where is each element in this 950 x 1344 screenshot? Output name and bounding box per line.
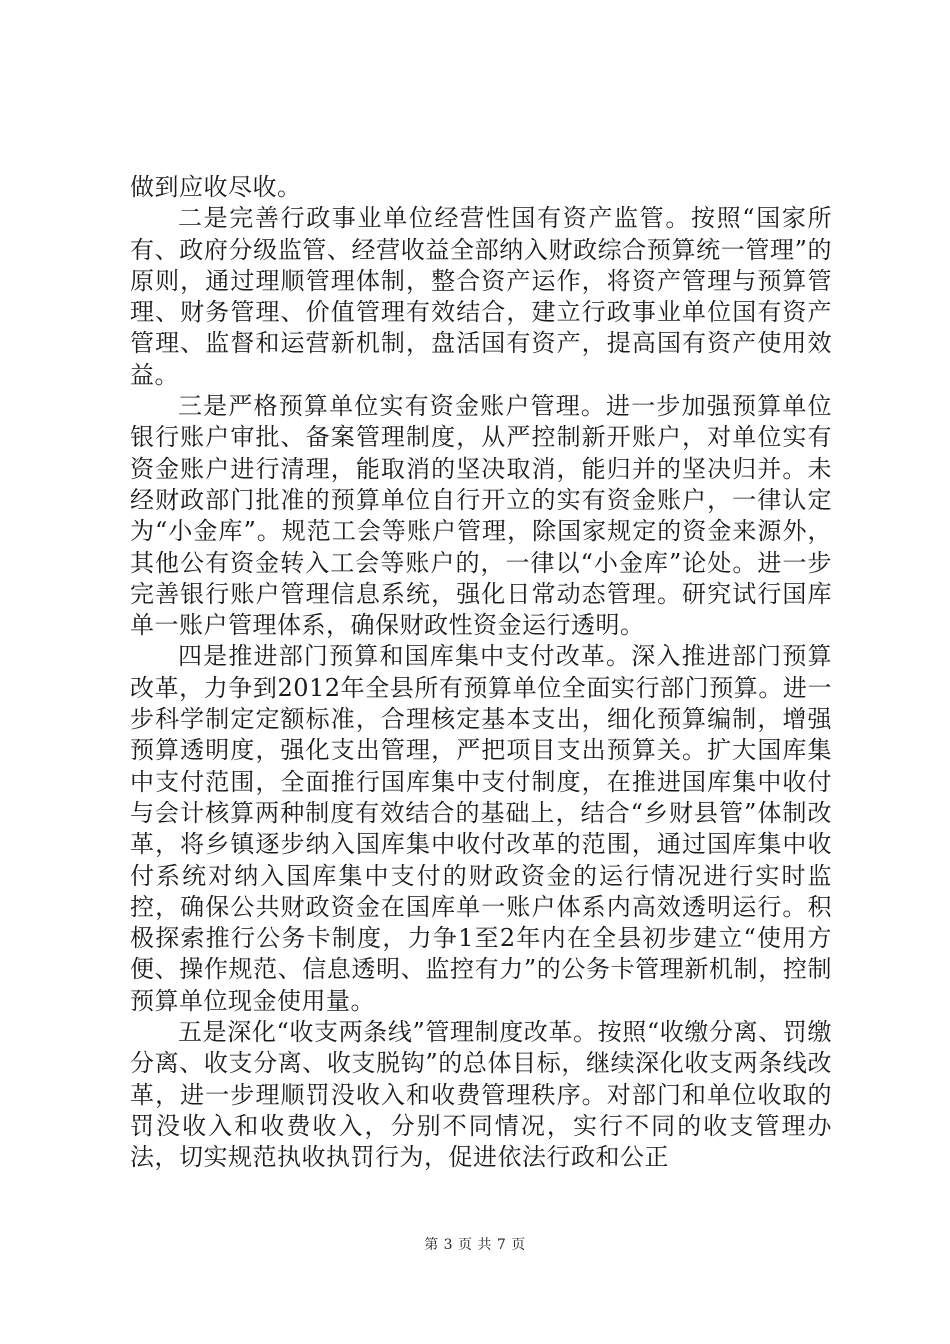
document-body [130, 172, 832, 1174]
paragraph-revenue-reform: 五是深化“收支两条线”管理制度改革。按照“收缴分离、罚缴分离、收支分离、收支脱钩”的总体目标，继续深化收支两条线改革，进一步理顺罚没收入和收费管理秩序。对部门和单位收取的罚没收入和收费收入，分别不同情况，实行不同的收支管理办法，切实规范执收执罚行为，促进依法行政和公正 [130, 1018, 832, 1172]
paragraph-budget-reform: 四是推进部门预算和国库集中支付改革。深入推进部门预算改革，力争到2012年全县所有预算单位全面实行部门预算。进一步科学制定定额标准，合理核定基本支出，细化预算编制，增强预算透明度，强化支出管理，严把项目支出预算关。扩大国库集中支付范围，全面推行国库集中支付制度，在推进国库集中收付与会计核算两种制度有效结合的基础上，结合“乡财县管”体制改革，将乡镇逐步纳入国库集中收付改革的范围，通过国库集中收付系统对纳入国库集中支付的财政资金的运行情况进行实时监控，确保公共财政资金在国库单一账户体系内高效透明运行。积极探索推行公务卡制度，力争1至2年内在全县初步建立“使用方便、操作规范、信息透明、监控有力”的公务卡管理新机制，控制预算单位现金使用量。 [130, 642, 832, 1015]
page-footer: 第 3 页 共 7 页 [424, 1237, 526, 1253]
paragraph-asset-supervision: 二是完善行政事业单位经营性国有资产监管。按照“国家所有、政府分级监管、经营收益全部纳入财政综合预算统一管理”的原则，通过理顺管理体制，整合资产运作，将资产管理与预算管理、财务管理、价值管理有效结合，建立行政事业单位国有资产管理、监督和运营新机制，盘活国有资产，提高国有资产使用效益。 [130, 204, 832, 389]
paragraph-account-management: 三是严格预算单位实有资金账户管理。进一步加强预算单位银行账户审批、备案管理制度，从严控制新开账户，对单位实有资金账户进行清理，能取消的坚决取消，能归并的坚决归并。未经财政部门批准的预算单位自行开立的实有资金账户，一律认定为“小金库”。规范工会等账户管理，除国家规定的资金来源外，其他公有资金转入工会等账户的，一律以“小金库”论处。进一步完善银行账户管理信息系统，强化日常动态管理。研究试行国库单一账户管理体系，确保财政性资金运行透明。 [130, 392, 832, 640]
paragraph-continuation: 做到应收尽收。 [130, 173, 302, 201]
